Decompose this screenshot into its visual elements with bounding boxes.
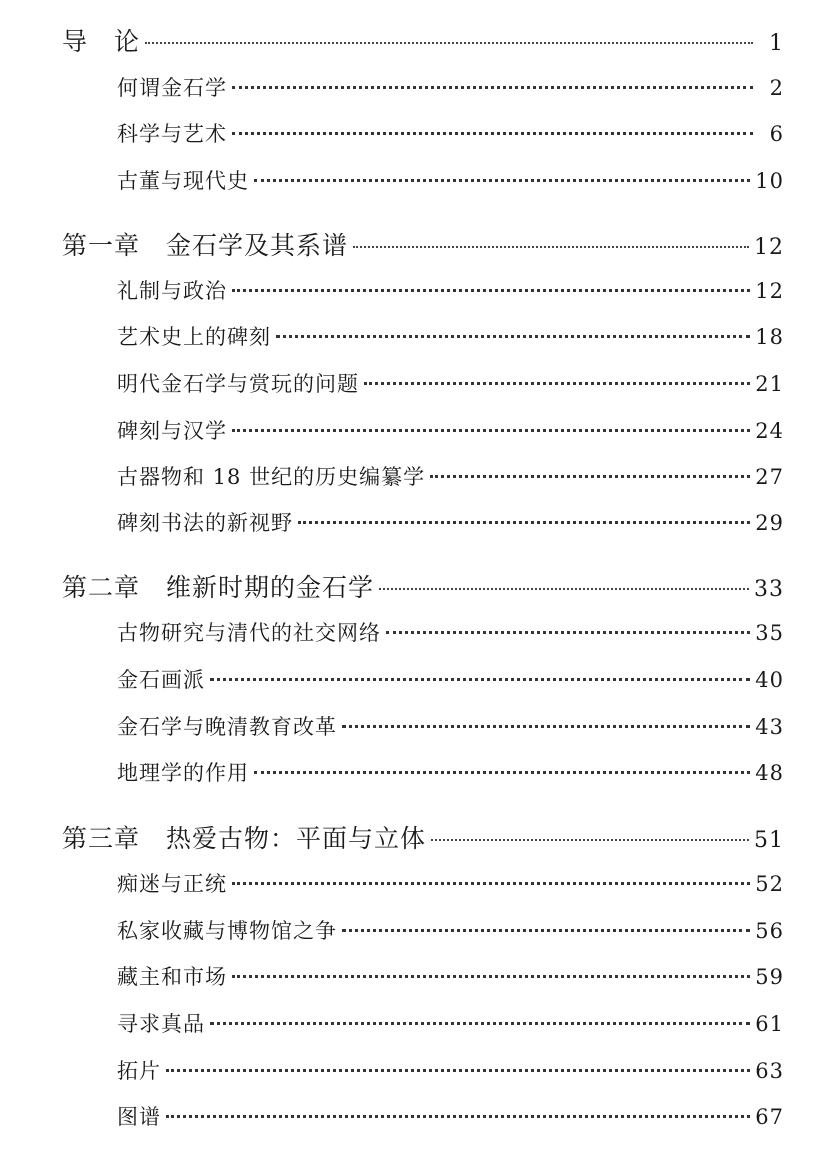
toc-entry-section[interactable] (117, 757, 784, 787)
toc-entry-chapter[interactable] (62, 226, 784, 262)
dot-leader (364, 382, 750, 385)
dot-leader (353, 246, 749, 248)
toc-entry-section[interactable] (117, 617, 784, 647)
toc-entry-title: 藏主和市场 (117, 965, 227, 989)
dot-leader (232, 429, 750, 432)
toc-entry-page: 43 (755, 715, 784, 739)
toc-entry-title: 礼制与政治 (117, 279, 227, 303)
dot-leader (210, 1022, 750, 1025)
toc-entry-page: 29 (755, 511, 784, 535)
dot-leader (232, 132, 753, 135)
toc-entry-title: 地理学的作用 (117, 761, 249, 785)
toc-entry-chapter[interactable] (62, 22, 784, 58)
toc-entry-section[interactable] (117, 165, 784, 195)
toc-entry-title: 第一章 金石学及其系谱 (62, 231, 349, 260)
toc-entry-section[interactable] (117, 961, 784, 991)
dot-leader (431, 839, 749, 841)
dot-leader (254, 771, 750, 774)
dot-leader (166, 1069, 750, 1072)
toc-entry-title: 导 论 (62, 27, 141, 56)
dot-leader (298, 521, 750, 524)
dot-leader (232, 289, 750, 292)
toc-entry-page: 67 (755, 1105, 784, 1129)
toc-entry-title: 明代金石学与赏玩的问题 (117, 372, 359, 396)
toc-entry-page: 33 (754, 577, 784, 602)
toc-entry-title: 金石学与晚清教育改革 (117, 715, 337, 739)
toc-entry-page: 56 (755, 919, 784, 943)
toc-entry-page: 2 (769, 76, 784, 100)
toc-entry-page: 59 (755, 965, 784, 989)
toc-entry-page: 40 (755, 668, 784, 692)
toc-entry-title: 金石画派 (117, 668, 205, 692)
toc-entry-title: 第三章 热爱古物：平面与立体 (62, 824, 427, 853)
toc-entry-page: 12 (755, 279, 784, 303)
toc-entry-title: 第二章 维新时期的金石学 (62, 573, 375, 602)
toc-entry-section[interactable] (117, 275, 784, 305)
toc-entry-page: 21 (755, 372, 784, 396)
toc-entry-title: 碑刻书法的新视野 (117, 511, 293, 535)
toc-entry-page: 51 (754, 828, 784, 853)
dot-leader (379, 588, 749, 590)
toc-entry-section[interactable] (117, 1008, 784, 1038)
dot-leader (232, 882, 750, 885)
toc-entry-title: 古董与现代史 (117, 169, 249, 193)
toc-entry-section[interactable] (117, 711, 784, 741)
toc-entry-chapter[interactable] (62, 568, 784, 604)
toc-entry-page: 6 (769, 122, 784, 146)
dot-leader (145, 42, 753, 44)
toc-entry-page: 1 (769, 31, 784, 56)
toc-entry-section[interactable] (117, 1101, 784, 1131)
dot-leader (232, 86, 753, 89)
toc-entry-title: 艺术史上的碑刻 (117, 325, 271, 349)
toc-entry-page: 24 (755, 419, 784, 443)
toc-entry-section[interactable] (117, 915, 784, 945)
dot-leader (254, 179, 750, 182)
toc-entry-page: 61 (755, 1012, 784, 1036)
toc-entry-title: 拓片 (117, 1059, 161, 1083)
toc-entry-title: 科学与艺术 (117, 122, 227, 146)
toc-entry-title: 私家收藏与博物馆之争 (117, 919, 337, 943)
toc-entry-page: 27 (755, 465, 784, 489)
toc-entry-section[interactable] (117, 368, 784, 398)
toc-entry-section[interactable] (117, 321, 784, 351)
toc-entry-page: 12 (754, 235, 784, 260)
dot-leader (232, 975, 750, 978)
toc-entry-title: 古器物和 18 世纪的历史编纂学 (117, 465, 426, 489)
toc-entry-section[interactable] (117, 507, 784, 537)
toc-entry-page: 48 (755, 761, 784, 785)
toc-entry-title: 图谱 (117, 1105, 161, 1129)
toc-entry-title: 何谓金石学 (117, 76, 227, 100)
dot-leader (276, 335, 750, 338)
toc-entry-section[interactable] (117, 415, 784, 445)
toc-entry-section[interactable] (117, 664, 784, 694)
dot-leader (166, 1115, 750, 1118)
toc-entry-section[interactable] (117, 72, 784, 102)
toc-entry-page: 35 (755, 621, 784, 645)
toc-entry-title: 痴迷与正统 (117, 872, 227, 896)
toc-entry-page: 52 (755, 872, 784, 896)
toc-entry-title: 碑刻与汉学 (117, 419, 227, 443)
toc-entry-title: 寻求真品 (117, 1012, 205, 1036)
toc-entry-section[interactable] (117, 118, 784, 148)
toc-entry-chapter[interactable] (62, 819, 784, 855)
toc-entry-section[interactable] (117, 461, 784, 491)
dot-leader (386, 631, 750, 634)
toc-entry-section[interactable] (117, 868, 784, 898)
toc-entry-section[interactable] (117, 1055, 784, 1085)
dot-leader (430, 475, 750, 478)
toc-entry-page: 63 (755, 1059, 784, 1083)
dot-leader (210, 678, 750, 681)
dot-leader (342, 725, 750, 728)
toc-entry-title: 古物研究与清代的社交网络 (117, 621, 381, 645)
dot-leader (342, 929, 750, 932)
toc-entry-page: 10 (755, 169, 784, 193)
toc-entry-page: 18 (755, 325, 784, 349)
